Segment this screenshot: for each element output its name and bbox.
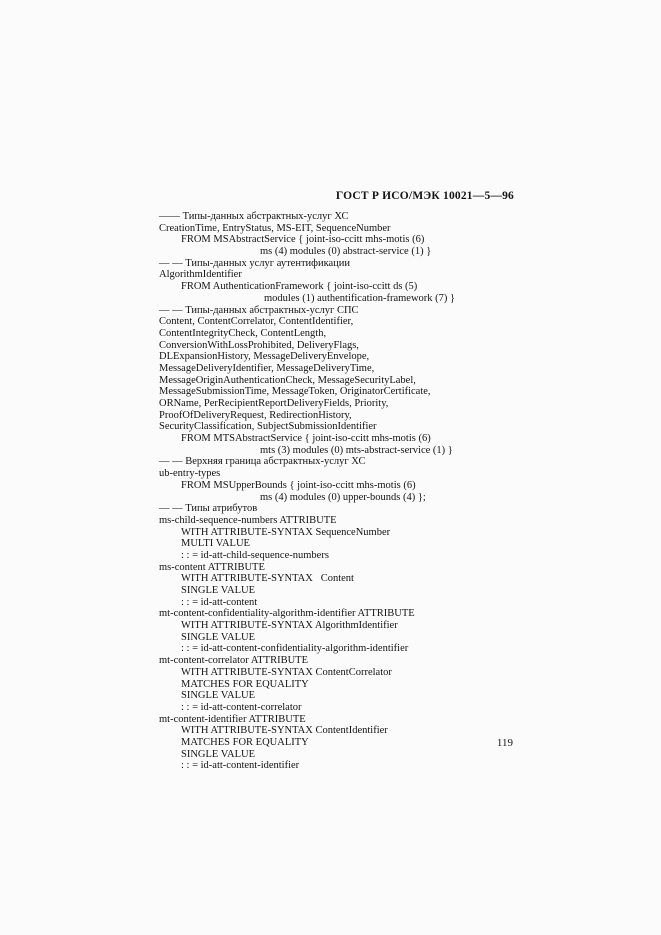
attribute-id-line: : : = id-att-content-confidentiality-algorithm-identifier: [181, 643, 409, 655]
import-list-line: ub-entry-types: [159, 468, 221, 480]
asn1-listing: [159, 211, 519, 772]
attribute-id-line: : : = id-att-content: [181, 596, 258, 608]
attribute-syntax-line: WITH ATTRIBUTE-SYNTAX SequenceNumber: [181, 526, 391, 538]
module-ref-line: ms (4) modules (0) abstract-service (1) }: [260, 246, 432, 258]
module-ref-line: modules (1) authentification-framework (7) }: [264, 292, 456, 304]
from-clause-line: FROM MSAbstractService { joint-iso-ccitt mhs-motis (6): [181, 234, 425, 246]
import-list-line: MessageDeliveryIdentifier, MessageDeliveryTime,: [159, 362, 375, 374]
attribute-name-line: ms-child-sequence-numbers ATTRIBUTE: [159, 514, 337, 526]
attribute-name-line: mt-content-confidentiality-algorithm-identifier ATTRIBUTE: [159, 608, 415, 620]
attribute-syntax-line: WITH ATTRIBUTE-SYNTAX Content: [181, 573, 354, 585]
document-header: ГОСТ Р ИСО/МЭК 10021—5—96: [335, 190, 514, 202]
attribute-syntax-line: WITH ATTRIBUTE-SYNTAX ContentIdentifier: [181, 725, 388, 737]
attribute-syntax-line: WITH ATTRIBUTE-SYNTAX ContentCorrelator: [181, 666, 392, 678]
comment-line: — — Верхняя граница абстрактных-услуг ХС: [159, 456, 366, 468]
import-list-line: AlgorithmIdentifier: [159, 269, 242, 281]
attribute-name-line: ms-content ATTRIBUTE: [159, 561, 265, 573]
import-list-line: ContentIntegrityCheck, ContentLength,: [159, 327, 327, 339]
attribute-syntax-line: WITH ATTRIBUTE-SYNTAX AlgorithmIdentifier: [181, 620, 398, 632]
attribute-matching-line: MATCHES FOR EQUALITY: [181, 736, 309, 748]
import-list-line: Content, ContentCorrelator, ContentIdentifier,: [159, 316, 354, 328]
import-list-line: MessageOriginAuthenticationCheck, MessageSecurityLabel,: [159, 374, 416, 386]
import-list-line: SecurityClassification, SubjectSubmissionIdentifier: [159, 421, 377, 433]
attribute-value-line: SINGLE VALUE: [181, 748, 255, 760]
comment-line: —— Типы-данных абстрактных-услуг ХС: [159, 211, 349, 222]
comment-line: — — Типы-данных услуг аутентификации: [159, 257, 351, 269]
import-list-line: ProofOfDeliveryRequest, RedirectionHistory,: [159, 409, 352, 421]
attribute-value-line: SINGLE VALUE: [181, 585, 255, 596]
import-list-line: CreationTime, EntryStatus, MS-EIT, SequenceNumber: [159, 222, 391, 234]
page-number: 119: [496, 737, 513, 749]
attribute-value-line: SINGLE VALUE: [181, 690, 255, 702]
attribute-matching-line: MATCHES FOR EQUALITY: [181, 678, 309, 690]
module-ref-line: ms (4) modules (0) upper-bounds (4) };: [260, 491, 426, 503]
from-clause-line: FROM MSUpperBounds { joint-iso-ccitt mhs-motis (6): [181, 479, 416, 491]
comment-line: — — Типы-данных абстрактных-услуг СПС: [159, 304, 359, 316]
from-clause-line: FROM AuthenticationFramework { joint-iso-ccitt ds (5): [181, 281, 418, 293]
comment-line: — — Типы атрибутов: [159, 503, 258, 515]
import-list-line: ORName, PerRecipientReportDeliveryFields, Priority,: [159, 398, 389, 409]
attribute-id-line: : : = id-att-content-correlator: [181, 701, 302, 713]
attribute-name-line: mt-content-identifier ATTRIBUTE: [159, 713, 306, 725]
from-clause-line: FROM MTSAbstractService { joint-iso-ccitt mhs-motis (6): [181, 433, 431, 445]
attribute-value-line: MULTI VALUE: [181, 538, 250, 550]
module-ref-line: mts (3) modules (0) mts-abstract-service (1) }: [260, 444, 453, 456]
attribute-name-line: mt-content-correlator ATTRIBUTE: [159, 655, 308, 667]
import-list-line: ConversionWithLossProhibited, DeliveryFlags,: [159, 339, 359, 351]
import-list-line: MessageSubmissionTime, MessageToken, OriginatorCertificate,: [159, 386, 431, 398]
attribute-id-line: : : = id-att-child-sequence-numbers: [181, 549, 329, 561]
attribute-value-line: SINGLE VALUE: [181, 631, 255, 643]
import-list-line: DLExpansionHistory, MessageDeliveryEnvelope,: [159, 351, 370, 363]
attribute-id-line: : : = id-att-content-identifier: [181, 760, 300, 772]
